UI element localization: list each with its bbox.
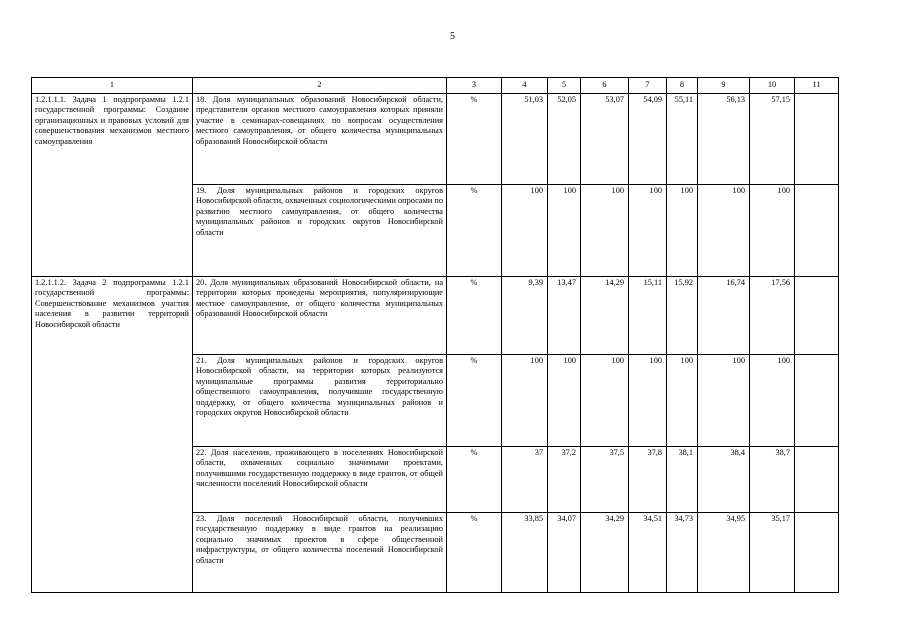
value-cell	[795, 277, 839, 355]
table-row	[32, 94, 839, 185]
value-cell: 100	[667, 185, 698, 277]
value-cell: 17,56	[750, 277, 795, 355]
value-cell: 100	[502, 355, 548, 447]
header-cell: 1	[32, 78, 193, 94]
value-cell	[795, 94, 839, 185]
header-cell: 5	[548, 78, 581, 94]
header-cell: 11	[795, 78, 839, 94]
header-cell: 6	[581, 78, 629, 94]
value-cell: 100	[629, 355, 667, 447]
value-cell: 52,05	[548, 94, 581, 185]
value-cell: 55,11	[667, 94, 698, 185]
value-cell: 33,85	[502, 513, 548, 593]
unit-cell: %	[447, 94, 502, 185]
indicators-table	[31, 77, 839, 593]
value-cell: 51,03	[502, 94, 548, 185]
value-cell: 37,8	[629, 447, 667, 513]
indicator-cell: 21. Доля муниципальных районов и городских округов Новосибирской области, на территории которых реализуются муниципальные программы развития территориально общественного самоуправления, получившие государственную поддержку, от общего количества муниципальных районов и городских округов Новосибирской области	[193, 355, 447, 447]
indicator-cell: 22. Доля населения, проживающего в поселениях Новосибирской области, охваченных социально значимыми проектами, получившими государственную поддержку в виде грантов, от общей численности поселений Новосибирской области	[193, 447, 447, 513]
value-cell: 34,51	[629, 513, 667, 593]
value-cell: 15,11	[629, 277, 667, 355]
page-number: 5	[450, 31, 455, 42]
unit-cell: %	[447, 355, 502, 447]
value-cell: 38,1	[667, 447, 698, 513]
task-cell: 1.2.1.1.2. Задача 2 подпрограммы 1.2.1 государственной программы: Совершенствование механизмов участия населения в развитии территорий Новосибирской области	[32, 277, 193, 593]
value-cell: 37	[502, 447, 548, 513]
header-cell: 9	[698, 78, 750, 94]
task-cell: 1.2.1.1.1. Задача 1 подпрограммы 1.2.1 государственной программы: Создание организационных и правовых условий для совершенствования механизмов местного самоуправления	[32, 94, 193, 277]
table-body	[32, 78, 839, 593]
value-cell	[795, 185, 839, 277]
indicator-cell: 18. Доля муниципальных образований Новосибирской области, представители органов местного самоуправления которых приняли участие в семинарах-совещаниях по вопросам осуществления местного самоуправления, от общего количества муниципальных образований Новосибирской области	[193, 94, 447, 185]
value-cell	[795, 447, 839, 513]
unit-cell: %	[447, 513, 502, 593]
value-cell: 35,17	[750, 513, 795, 593]
header-cell: 2	[193, 78, 447, 94]
indicator-cell: 19. Доля муниципальных районов и городских округов Новосибирской области, охваченных социологическими опросами по развитию местного самоуправления, от общего количества муниципальных районов и городских округов Новосибирской области	[193, 185, 447, 277]
value-cell: 54,09	[629, 94, 667, 185]
value-cell: 16,74	[698, 277, 750, 355]
table-row	[32, 277, 839, 355]
value-cell: 34,95	[698, 513, 750, 593]
value-cell	[795, 355, 839, 447]
value-cell: 9,39	[502, 277, 548, 355]
header-cell: 10	[750, 78, 795, 94]
value-cell: 53,07	[581, 94, 629, 185]
value-cell: 37,5	[581, 447, 629, 513]
value-cell: 15,92	[667, 277, 698, 355]
value-cell: 100	[581, 355, 629, 447]
indicator-cell: 20. Доля муниципальных образований Новосибирской области, на территории которых проведены мероприятия, популяризирующие местное самоуправление, от общего количества муниципальных образований Новосибирской области	[193, 277, 447, 355]
header-cell: 4	[502, 78, 548, 94]
value-cell: 13,47	[548, 277, 581, 355]
value-cell: 34,73	[667, 513, 698, 593]
unit-cell: %	[447, 185, 502, 277]
value-cell: 100	[698, 185, 750, 277]
value-cell: 100	[581, 185, 629, 277]
header-cell: 7	[629, 78, 667, 94]
value-cell: 100	[750, 355, 795, 447]
value-cell: 56,13	[698, 94, 750, 185]
value-cell: 34,07	[548, 513, 581, 593]
value-cell: 100	[548, 185, 581, 277]
header-row	[32, 78, 839, 94]
value-cell: 38,7	[750, 447, 795, 513]
value-cell: 100	[750, 185, 795, 277]
unit-cell: %	[447, 277, 502, 355]
value-cell: 37,2	[548, 447, 581, 513]
value-cell: 34,29	[581, 513, 629, 593]
value-cell: 100	[667, 355, 698, 447]
value-cell: 57,15	[750, 94, 795, 185]
value-cell: 100	[629, 185, 667, 277]
indicator-cell: 23. Доля поселений Новосибирской области, получивших государственную поддержку в виде грантов на реализацию социально значимых проектов в сфере общественной инфраструктуры, от общего количества поселений Новосибирской области	[193, 513, 447, 593]
value-cell: 100	[502, 185, 548, 277]
header-cell: 8	[667, 78, 698, 94]
header-cell: 3	[447, 78, 502, 94]
value-cell: 100	[548, 355, 581, 447]
value-cell	[795, 513, 839, 593]
value-cell: 14,29	[581, 277, 629, 355]
value-cell: 100	[698, 355, 750, 447]
value-cell: 38,4	[698, 447, 750, 513]
unit-cell: %	[447, 447, 502, 513]
